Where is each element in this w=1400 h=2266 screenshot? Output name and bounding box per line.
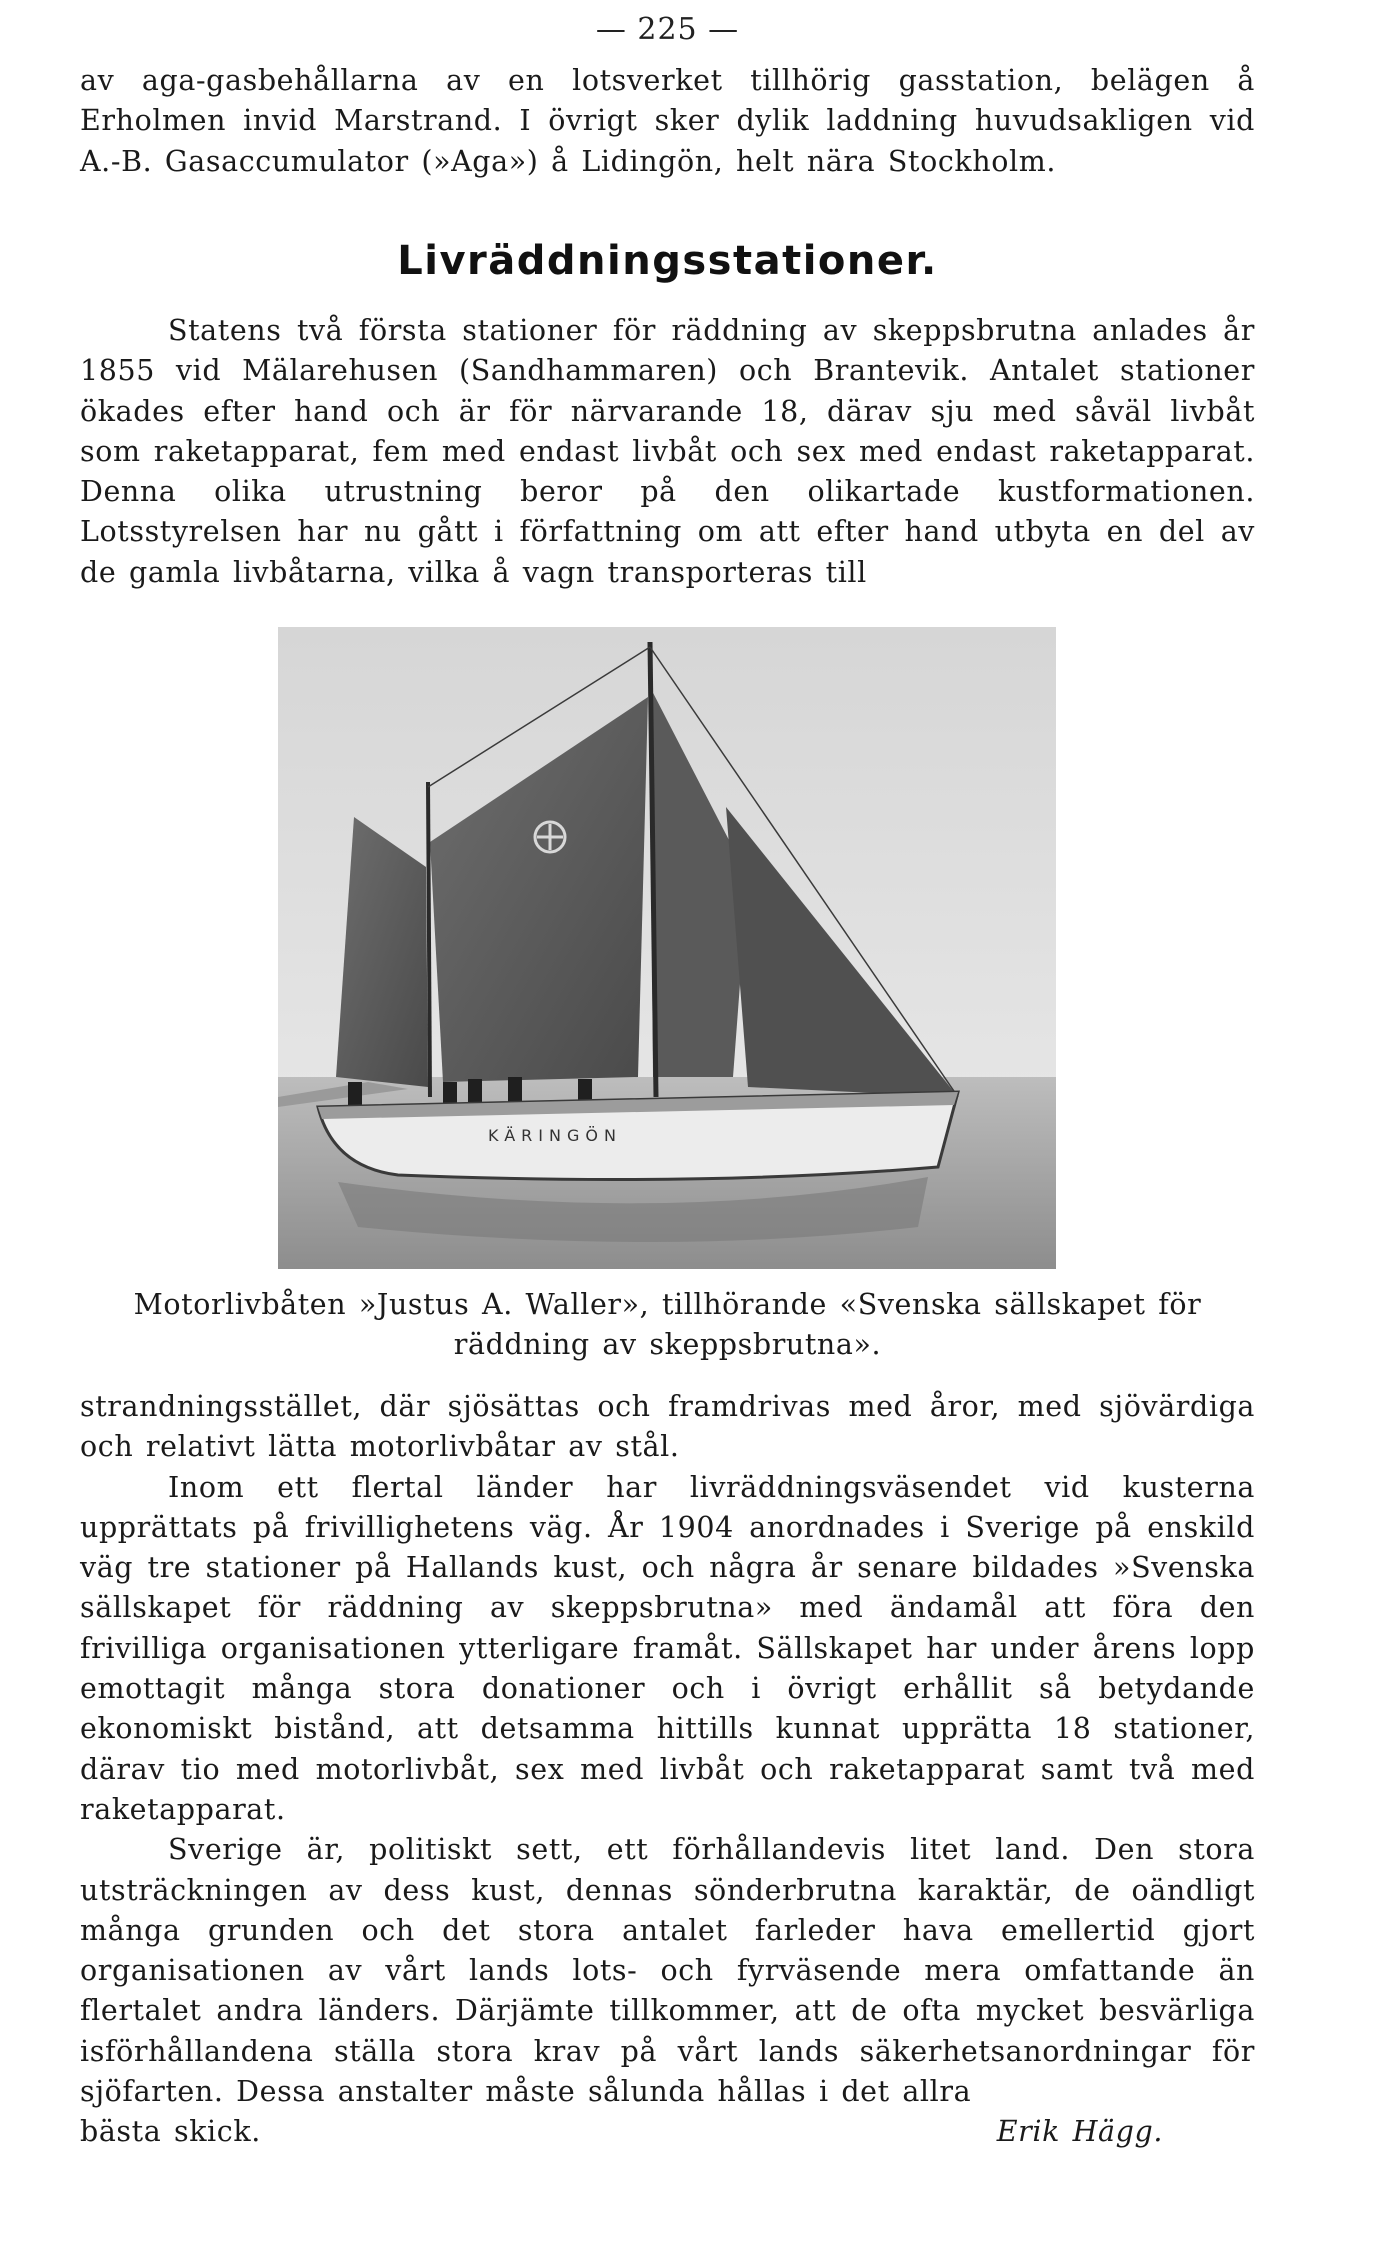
section-lifesaving-stations: [80, 311, 1255, 593]
closing-text: bästa skick.: [80, 2115, 261, 2149]
photo-caption: Motorlivbåten »Justus A. Waller», tillhörande «Svenska sällskapet för räddning av skeppsbrutna».: [133, 1288, 1202, 1361]
author-signature: Erik Hägg.: [996, 2115, 1163, 2149]
section-continuation: [80, 1387, 1255, 2153]
lifeboat-photo: [278, 627, 1056, 1269]
section-heading: Livräddningsstationer.: [397, 238, 938, 284]
paragraph-state-stations: Statens två första stationer för räddning av skeppsbrutna anlades år 1855 vid Mälarehusen (Sandhammaren) och Brantevik. Antalet stationer ökades efter hand och är för närvarande 18, därav sju med såväl livbåt som raketapparat, fem med endast livbåt och sex med endast raketapparat. Denna olika utrustning beror på den olikartade kustformationen. Lotsstyrelsen har nu gått i författning om att efter hand utbyta en del av de gamla livbåtarna, vilka å vagn transporteras till: [80, 314, 1255, 589]
document-page: [80, 0, 1255, 2266]
mizzen-mast: [428, 782, 430, 1097]
paragraph-sweden-coast: Sverige är, politiskt sett, ett förhållandevis litet land. Den stora utsträckningen av dess kust, dennas sönderbrutna karaktär, de oändligt många grunden och det stora antalet farleder hava emellertid gjort organisationen av vårt lands lots- och fyrväsende mera omfattande än flertalet andra länders. Därjämte tillkommer, att de ofta mycket besvärliga isförhållandena ställa stora krav på vårt lands säkerhetsanordningar för sjöfarten. Dessa anstalter måste sålunda hållas i det allra: [80, 1833, 1255, 2109]
paragraph-voluntary-organisation: Inom ett flertal länder har livräddningsväsendet vid kusterna upprättats på frivillighetens väg. År 1904 anordnades i Sverige på enskild väg tre stationer på Hallands kust, och några år senare bildades »Svenska sällskapet för räddning av skeppsbrutna» med ändamål att föra den frivilliga organisationen ytterligare framåt. Sällskapet har under årens lopp emottagit många stora donationer och i övrigt erhållit så betydande ekonomiskt bistånd, att detsamma hittills kunnat upprätta 18 stationer, därav tio med motorlivbåt, sex med livbåt och raketapparat samt två med raketapparat.: [80, 1470, 1255, 1826]
page-number: — 225 —: [595, 12, 740, 47]
lifeboat-illustration: [278, 627, 1056, 1269]
intro-section: [80, 61, 1255, 182]
hull-name: KÄRINGÖN: [488, 1126, 622, 1145]
intro-paragraph: av aga-gasbehållarna av en lotsverket tillhörig gasstation, belägen å Erholmen invid Marstrand. I övrigt sker dylik laddning huvudsakligen vid A.-B. Gasaccumulator (»Aga») å Lidingön, helt nära Stockholm.: [80, 64, 1255, 178]
closing-line: [80, 2112, 1255, 2152]
paragraph-stranding-place: strandningsstället, där sjösättas och framdrivas med åror, med sjövärdiga och relativt lätta motorlivbåtar av stål.: [80, 1390, 1255, 1464]
